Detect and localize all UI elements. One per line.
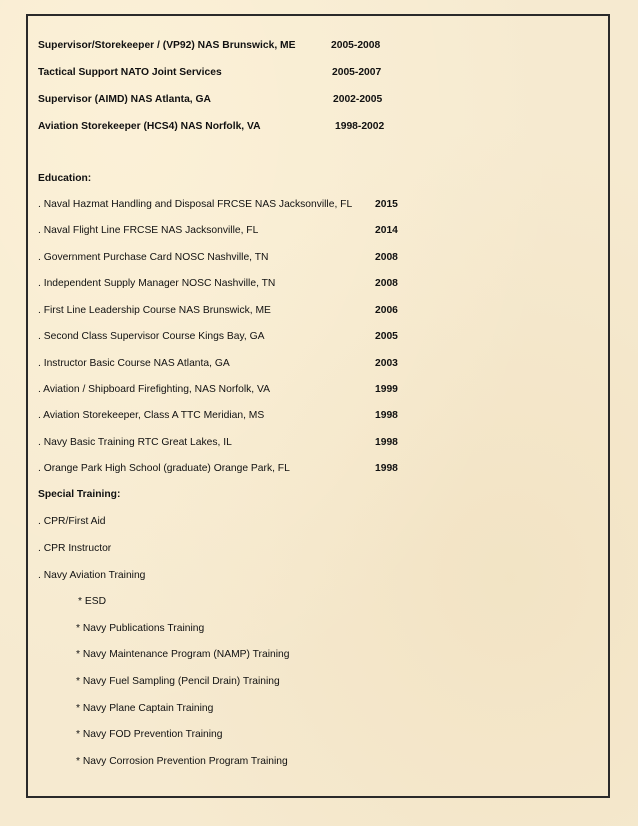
experience-title: Aviation Storekeeper (HCS4) NAS Norfolk, VA [38,121,261,132]
education-year: 2015 [375,199,398,210]
special-training-heading: Special Training: [38,489,121,500]
experience-title: Supervisor (AIMD) NAS Atlanta, GA [38,94,211,105]
education-year: 1999 [375,384,398,395]
experience-title: Supervisor/Storekeeper / (VP92) NAS Brunswick, ME [38,40,296,51]
education-heading: Education: [38,173,92,184]
experience-title: Tactical Support NATO Joint Services [38,67,222,78]
experience-years: 2005-2008 [331,40,381,51]
education-year: 1998 [375,410,398,421]
special-training-item: . CPR/First Aid [38,516,106,527]
experience-years: 1998-2002 [335,121,385,132]
education-item: . Naval Flight Line FRCSE NAS Jacksonville, FL [38,225,259,236]
special-training-item: . CPR Instructor [38,543,112,554]
special-training-subitem: * Navy Corrosion Prevention Program Training [76,756,288,767]
education-item: . Instructor Basic Course NAS Atlanta, GA [38,358,230,369]
education-item: . Aviation Storekeeper, Class A TTC Meridian, MS [38,410,265,421]
special-training-subitem: * ESD [78,596,107,607]
special-training-subitem: * Navy Publications Training [76,623,205,634]
education-item: . Orange Park High School (graduate) Orange Park, FL [38,463,290,474]
experience-years: 2005-2007 [332,67,382,78]
education-item: . Independent Supply Manager NOSC Nashville, TN [38,278,276,289]
special-training-subitem: * Navy Maintenance Program (NAMP) Training [76,649,290,660]
education-year: 2005 [375,331,398,342]
education-item: . Naval Hazmat Handling and Disposal FRCSE NAS Jacksonville, FL [38,199,353,210]
special-training-subitem: * Navy Plane Captain Training [76,703,214,714]
experience-years: 2002-2005 [333,94,383,105]
education-item: . Government Purchase Card NOSC Nashville, TN [38,252,269,263]
education-year: 2006 [375,305,398,316]
special-training-subitem: * Navy FOD Prevention Training [76,729,223,740]
education-year: 2003 [375,358,398,369]
special-training-subitem: * Navy Fuel Sampling (Pencil Drain) Training [76,676,280,687]
education-year: 1998 [375,463,398,474]
education-item: . Second Class Supervisor Course Kings Bay, GA [38,331,265,342]
education-item: . First Line Leadership Course NAS Brunswick, ME [38,305,271,316]
education-item: . Aviation / Shipboard Firefighting, NAS Norfolk, VA [38,384,270,395]
education-year: 2008 [375,278,398,289]
education-year: 2014 [375,225,398,236]
education-year: 1998 [375,437,398,448]
education-year: 2008 [375,252,398,263]
special-training-item: . Navy Aviation Training [38,570,146,581]
education-item: . Navy Basic Training RTC Great Lakes, IL [38,437,232,448]
